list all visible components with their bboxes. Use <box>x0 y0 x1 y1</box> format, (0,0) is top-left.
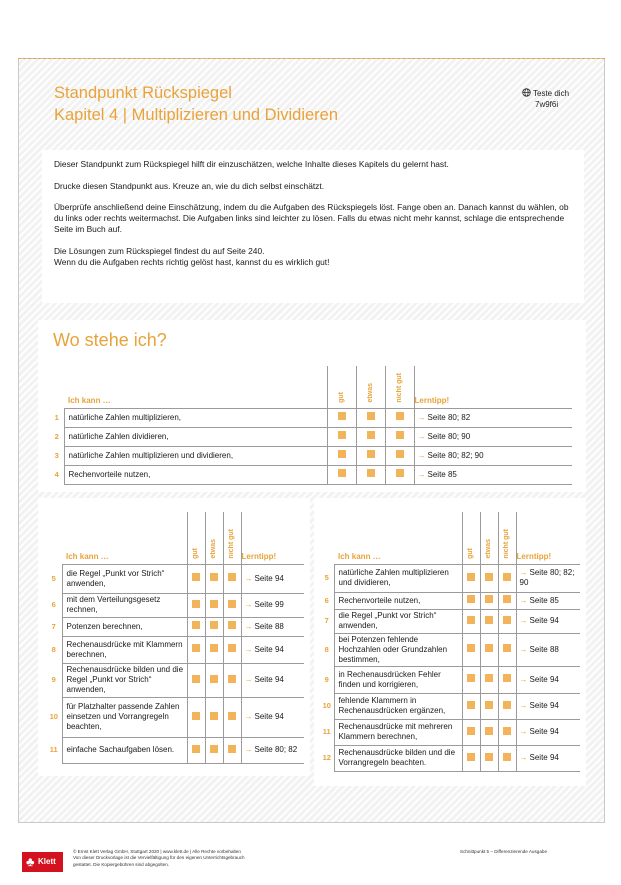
lerntipp-page: Seite 94 <box>254 675 284 684</box>
lerntipp-page: Seite 88 <box>529 644 559 654</box>
arrow-right-icon: → <box>519 701 528 710</box>
checkbox-gut[interactable] <box>467 616 475 624</box>
row-skill: für Platzhalter passende Zahlen einsetzen und Vorrangregeln beachten, <box>62 697 187 737</box>
checkbox-gut[interactable] <box>338 431 346 439</box>
checkbox-gut[interactable] <box>192 621 200 629</box>
copyright <box>73 849 323 868</box>
checkbox-gut[interactable] <box>467 701 475 709</box>
checkbox-nicht-gut[interactable] <box>228 675 236 683</box>
checkbox-nicht-gut[interactable] <box>503 727 511 735</box>
teste-dich-code: 7w9f6i <box>535 100 559 109</box>
header-lerntipp: Lerntipp! <box>516 512 580 564</box>
header-etwas: etwas <box>485 539 492 559</box>
checkbox-etwas[interactable] <box>210 573 218 581</box>
row-number: 4 <box>54 469 59 479</box>
lerntipp-page: Seite 88 <box>254 621 284 631</box>
globe-icon <box>522 88 531 97</box>
lerntipp-page: Seite 94 <box>254 644 284 654</box>
row-number: 11 <box>322 727 331 736</box>
header-etwas: etwas <box>366 383 374 403</box>
chapter-title: Kapitel 4 | Multiplizieren und Dividieren <box>54 106 339 124</box>
table-row <box>320 592 580 609</box>
lerntipp-page: Seite 94 <box>254 573 284 583</box>
checkbox-gut[interactable] <box>192 600 200 608</box>
right-assessment-table <box>320 512 580 772</box>
checkbox-nicht-gut[interactable] <box>396 469 404 477</box>
checkbox-etwas[interactable] <box>367 431 375 439</box>
checkbox-gut[interactable] <box>467 674 475 682</box>
checkbox-etwas[interactable] <box>210 621 218 629</box>
header-nicht-gut: nicht gut <box>503 528 510 559</box>
row-number: 3 <box>54 450 59 460</box>
lerntipp-page: Seite 80; 82 <box>254 745 298 754</box>
table-row <box>320 719 580 745</box>
arrow-right-icon: → <box>417 431 426 441</box>
checkbox-gut[interactable] <box>338 412 346 420</box>
arrow-right-icon: → <box>519 568 528 577</box>
checkbox-gut[interactable] <box>192 573 200 581</box>
row-number: 5 <box>51 573 56 583</box>
arrow-right-icon: → <box>244 675 253 684</box>
lerntipp-page: Seite 80; 90 <box>427 431 471 441</box>
checkbox-etwas[interactable] <box>485 573 493 581</box>
arrow-right-icon: → <box>244 745 253 754</box>
arrow-right-icon: → <box>519 595 528 605</box>
row-skill: natürliche Zahlen multiplizieren und dividieren, <box>64 446 327 465</box>
row-skill: Rechenausdrücke mit mehreren Klammern berechnen, <box>334 719 462 745</box>
checkbox-etwas[interactable] <box>485 701 493 709</box>
header-nicht-gut: nicht gut <box>228 528 235 559</box>
checkbox-gut[interactable] <box>192 644 200 652</box>
row-number: 9 <box>51 675 56 684</box>
teste-dich-link[interactable] <box>522 88 582 110</box>
checkbox-etwas[interactable] <box>485 727 493 735</box>
checkbox-nicht-gut[interactable] <box>228 600 236 608</box>
lerntipp-page: Seite 94 <box>529 753 559 762</box>
header-etwas: etwas <box>210 539 217 559</box>
checkbox-gut[interactable] <box>192 745 200 753</box>
row-number: 2 <box>54 431 59 441</box>
checkbox-gut[interactable] <box>338 450 346 458</box>
klett-mark-icon: ♣ <box>26 854 35 869</box>
table-row <box>46 663 304 697</box>
copyright-line: gestattet. Die Kopiergebühren sind abgegolten. <box>73 861 170 867</box>
klett-logo <box>22 852 63 872</box>
table-row <box>320 564 580 592</box>
table-row <box>50 465 572 484</box>
table-row <box>46 564 304 593</box>
checkbox-gut[interactable] <box>467 573 475 581</box>
arrow-right-icon: → <box>519 616 528 625</box>
lerntipp-page: Seite 94 <box>529 701 559 710</box>
table-row <box>50 427 572 446</box>
lerntipp-page: Seite 94 <box>529 674 559 684</box>
row-number: 5 <box>324 573 329 582</box>
row-skill: mit dem Verteilungsgesetz rechnen, <box>62 593 187 617</box>
row-skill: einfache Sachaufgaben lösen. <box>62 737 187 763</box>
table-row <box>46 737 304 763</box>
checkbox-nicht-gut[interactable] <box>396 450 404 458</box>
checkbox-nicht-gut[interactable] <box>503 753 511 761</box>
row-skill: Rechenausdrücke mit Klammern berechnen, <box>62 636 187 663</box>
header-lerntipp: Lerntipp! <box>414 366 572 408</box>
row-number: 9 <box>324 674 329 684</box>
table-row <box>320 693 580 719</box>
table-row <box>320 633 580 666</box>
checkbox-nicht-gut[interactable] <box>503 595 511 603</box>
copyright-line: © Ernst Klett Verlag GmbH, Stuttgart 2020 | www.klett.de | Alle Rechte vorbehalten <box>73 849 241 854</box>
row-skill: natürliche Zahlen multiplizieren und dividieren, <box>334 564 462 592</box>
row-skill: bei Potenzen fehlende Hochzahlen oder Grundzahlen bestimmen, <box>334 633 462 666</box>
checkbox-gut[interactable] <box>192 675 200 683</box>
checkbox-etwas[interactable] <box>367 412 375 420</box>
arrow-right-icon: → <box>519 753 528 762</box>
arrow-right-icon: → <box>417 450 426 460</box>
checkbox-etwas[interactable] <box>485 644 493 652</box>
intro-paragraph-2: Drucke diesen Standpunkt aus. Kreuze an, wie du dich selbst einschätzt. <box>54 180 325 191</box>
row-skill: natürliche Zahlen dividieren, <box>64 427 327 446</box>
logo-text: Klett <box>38 857 56 866</box>
checkbox-etwas[interactable] <box>485 595 493 603</box>
lerntipp-page: Seite 80; 82; 90 <box>427 450 484 460</box>
wo-stehe-ich-panel <box>38 320 586 492</box>
intro-paragraph-3: Überprüfe anschließend deine Einschätzung, indem du die Aufgaben des Rückspiegels löst. Fange oben an. Danach kannst du wählen, ob du links oder rechts weitermachst. Die Aufgaben links sind leichter zu lösen. Falls du etwas nicht mehr kannst, schlage die entsprechende Seite im Buch auf. <box>54 202 569 234</box>
header-nicht-gut: nicht gut <box>395 372 403 403</box>
intro-paragraph-1: Dieser Standpunkt zum Rückspiegel hilft dir einzuschätzen, welche Inhalte dieses Kapitels du gelernt hast. <box>54 159 449 169</box>
row-skill: fehlende Klammern in Rechenausdrücken ergänzen, <box>334 693 462 719</box>
header-gut: gut <box>467 547 474 559</box>
checkbox-etwas[interactable] <box>485 616 493 624</box>
row-skill: Rechenvorteile nutzen, <box>64 465 327 484</box>
row-number: 8 <box>51 644 56 654</box>
row-number: 10 <box>49 712 58 721</box>
lerntipp-page: Seite 99 <box>254 600 284 609</box>
checkbox-gut[interactable] <box>467 644 475 652</box>
table-row <box>46 593 304 617</box>
checkbox-nicht-gut[interactable] <box>503 674 511 682</box>
checkbox-etwas[interactable] <box>367 450 375 458</box>
row-skill: Potenzen berechnen, <box>62 617 187 636</box>
header-gut: gut <box>337 391 345 403</box>
lerntipp-page: Seite 80; 82 <box>427 412 471 422</box>
row-skill: in Rechenausdrücken Fehler finden und korrigieren, <box>334 666 462 693</box>
header-gut: gut <box>192 547 199 559</box>
checkbox-nicht-gut[interactable] <box>228 573 236 581</box>
checkbox-nicht-gut[interactable] <box>396 412 404 420</box>
table-row <box>320 609 580 633</box>
intro-paragraph-4a: Die Lösungen zum Rückspiegel findest du auf Seite 240. <box>54 245 265 256</box>
checkbox-gut[interactable] <box>467 727 475 735</box>
row-number: 6 <box>51 600 56 609</box>
checkbox-nicht-gut[interactable] <box>228 621 236 629</box>
checkbox-etwas[interactable] <box>210 745 218 753</box>
teste-dich-label: Teste dich <box>533 89 570 98</box>
table-row <box>46 697 304 737</box>
table-row <box>46 617 304 636</box>
checkbox-nicht-gut[interactable] <box>228 745 236 753</box>
table-row <box>50 446 572 465</box>
row-skill: Rechenausdrücke bilden und die Regel „Punkt vor Strich“ anwenden, <box>62 663 187 697</box>
lerntipp-page: Seite 94 <box>254 712 284 721</box>
checkbox-etwas[interactable] <box>210 712 218 720</box>
row-skill: die Regel „Punkt vor Strich“ anwenden, <box>62 564 187 593</box>
arrow-right-icon: → <box>417 469 426 479</box>
arrow-right-icon: → <box>244 573 253 583</box>
row-number: 10 <box>322 701 331 710</box>
checkbox-nicht-gut[interactable] <box>228 644 236 652</box>
row-number: 7 <box>51 621 56 631</box>
checkbox-gut[interactable] <box>338 469 346 477</box>
row-number: 7 <box>324 616 329 625</box>
checkbox-gut[interactable] <box>467 595 475 603</box>
arrow-right-icon: → <box>244 600 253 609</box>
title-block <box>54 82 338 126</box>
checkbox-nicht-gut[interactable] <box>503 701 511 709</box>
header-ich-kann: Ich kann … <box>64 366 327 408</box>
checkbox-nicht-gut[interactable] <box>503 644 511 652</box>
checkbox-etwas[interactable] <box>210 644 218 652</box>
row-skill: Rechenvorteile nutzen, <box>334 592 462 609</box>
checkbox-etwas[interactable] <box>210 600 218 608</box>
lerntipp-page: Seite 94 <box>529 616 559 625</box>
footer <box>0 846 621 885</box>
cut-line <box>18 58 605 59</box>
header-ich-kann: Ich kann … <box>334 512 462 564</box>
row-number: 1 <box>54 412 59 422</box>
checkbox-gut[interactable] <box>467 753 475 761</box>
table-row <box>320 666 580 693</box>
book-title: Schnittpunkt 5 – Differenzierende Ausgabe <box>460 849 548 854</box>
page-title: Standpunkt Rückspiegel <box>54 84 232 102</box>
lerntipp-page: Seite 85 <box>529 595 559 605</box>
checkbox-etwas[interactable] <box>367 469 375 477</box>
intro-paragraph-4b: Wenn du die Aufgaben rechts richtig gelöst hast, kannst du es wirklich gut! <box>54 256 330 267</box>
table-row <box>320 745 580 771</box>
checkbox-nicht-gut[interactable] <box>503 616 511 624</box>
arrow-right-icon: → <box>244 712 253 721</box>
checkbox-nicht-gut[interactable] <box>228 712 236 720</box>
right-panel <box>314 498 586 786</box>
self-assessment-table <box>50 366 572 485</box>
table-row <box>50 408 572 427</box>
arrow-right-icon: → <box>519 727 528 736</box>
section-title: Wo stehe ich? <box>53 330 167 350</box>
row-skill: Rechenausdrücke bilden und die Vorrangregeln beachten. <box>334 745 462 771</box>
arrow-right-icon: → <box>417 412 426 422</box>
arrow-right-icon: → <box>519 674 528 684</box>
checkbox-gut[interactable] <box>192 712 200 720</box>
arrow-right-icon: → <box>244 621 253 631</box>
header-lerntipp: Lerntipp! <box>241 512 304 564</box>
row-number: 12 <box>322 753 331 762</box>
row-skill: natürliche Zahlen multiplizieren, <box>64 408 327 427</box>
row-skill: die Regel „Punkt vor Strich“ anwenden, <box>334 609 462 633</box>
arrow-right-icon: → <box>519 644 528 654</box>
lerntipp-page: Seite 85 <box>427 469 457 479</box>
checkbox-nicht-gut[interactable] <box>503 573 511 581</box>
header-ich-kann: Ich kann … <box>62 512 187 564</box>
lerntipp-page: Seite 80; 82; 90 <box>519 568 575 587</box>
left-panel <box>38 498 310 776</box>
arrow-right-icon: → <box>244 644 253 654</box>
left-assessment-table <box>46 512 304 764</box>
table-row <box>46 636 304 663</box>
lerntipp-page: Seite 94 <box>529 727 559 736</box>
checkbox-etwas[interactable] <box>485 753 493 761</box>
checkbox-nicht-gut[interactable] <box>396 431 404 439</box>
row-number: 8 <box>324 644 329 654</box>
row-number: 11 <box>49 745 58 754</box>
row-number: 6 <box>324 595 329 605</box>
checkbox-etwas[interactable] <box>485 674 493 682</box>
checkbox-etwas[interactable] <box>210 675 218 683</box>
intro-box <box>42 150 584 303</box>
copyright-line: Von dieser Druckvorlage ist die Vervielfältigung für den eigenen Unterrichtsgebrauch <box>73 855 245 861</box>
